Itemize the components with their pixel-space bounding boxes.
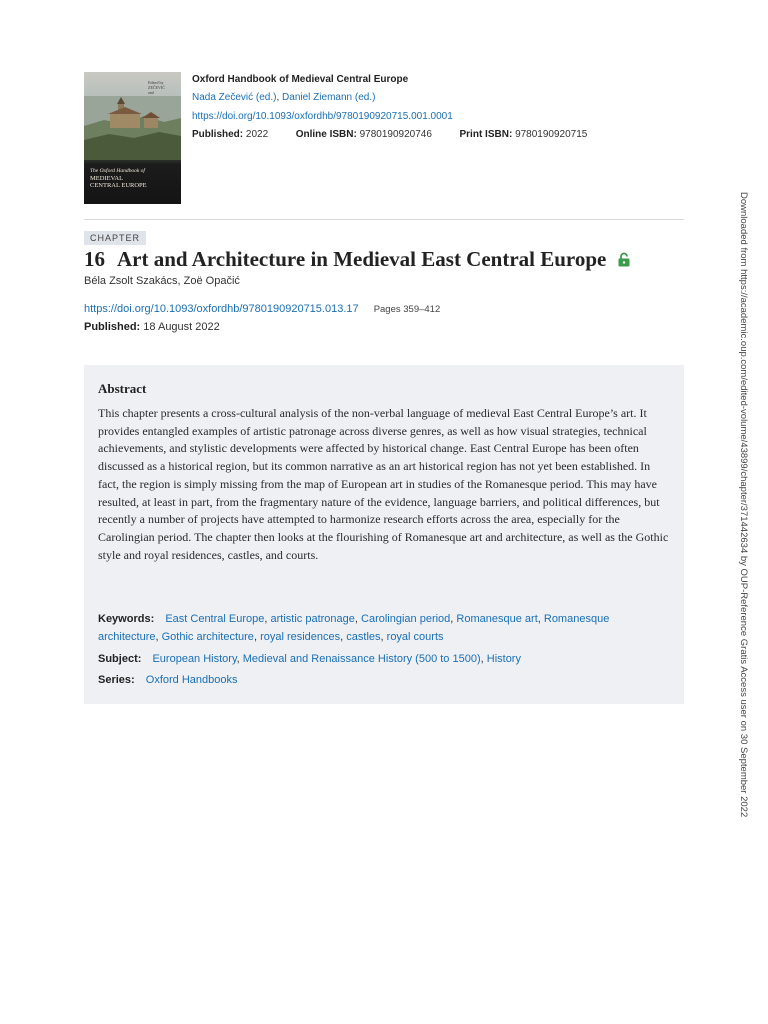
abstract-section — [84, 365, 684, 704]
keyword-link[interactable]: royal courts — [386, 631, 444, 643]
book-published-value: 2022 — [245, 129, 269, 140]
keywords-label: Keywords: — [98, 613, 155, 625]
keyword-link[interactable]: artistic patronage — [270, 613, 355, 625]
chapter-published-label: Published: — [84, 321, 141, 333]
book-publication-info — [192, 129, 692, 140]
book-header — [84, 72, 684, 206]
subject-link[interactable]: History — [486, 653, 521, 665]
editor-link[interactable]: Daniel Ziemann (ed.) — [282, 92, 376, 103]
chapter-number: 16 — [84, 247, 105, 271]
keywords-row: Keywords: East Central Europe, artistic patronage, Carolingian period, Romanesque art, Romanesque architecture, Gothic architecture, royal residences, castles, royal courts — [98, 613, 610, 643]
abstract-text: This chapter presents a cross-cultural analysis of the non-verbal language of medieval East Central Europe’s art. It provides entangled examples of artistic patronage across diverse genres, as well as how visual strategies, technical achievements, and stylistic developments were affected by historical change. East Central Europe has been often discussed as a historical region, but its common narrative as an art historical region has not yet been established. In fact, the region is simply missing from the map of European art in studies of the Romanesque period. This may have resulted, at least in part, from the fragmentary nature of the evidence, language barriers, and political differences, but recently a number of projects have attempted to harmonize research efforts across the area, especially for the Carolingian period. The chapter then looks at the flourishing of Romanesque art and architecture, as well as the Gothic style and royal residences, castles, and courts. — [98, 406, 669, 562]
chapter-pages: Pages 359–412 — [373, 304, 441, 315]
subject-row: Subject: European History, Medieval and Renaissance History (500 to 1500), History — [98, 653, 521, 665]
book-metadata — [192, 72, 692, 140]
book-doi-link[interactable]: https://doi.org/10.1093/oxfordhb/9780190920715.001.0001 — [192, 111, 453, 122]
subject-link[interactable]: European History — [152, 653, 237, 665]
series-row — [98, 671, 670, 689]
chapter-title — [84, 247, 684, 272]
series-link[interactable]: Oxford Handbooks — [145, 674, 238, 686]
cover-landscape-art — [84, 96, 181, 160]
chapter-badge: CHAPTER — [84, 231, 146, 245]
print-isbn-value: 9780190920715 — [515, 129, 588, 140]
subject-link[interactable]: Medieval and Renaissance History (500 to 1500) — [242, 653, 481, 665]
book-published-label: Published: — [192, 129, 244, 140]
online-isbn-value: 9780190920746 — [359, 129, 432, 140]
print-isbn-label: Print ISBN: — [459, 129, 513, 140]
keyword-link[interactable]: castles — [346, 631, 381, 643]
keyword-link[interactable]: Romanesque art — [456, 613, 538, 625]
keyword-link[interactable]: royal residences — [260, 631, 341, 643]
keyword-link[interactable]: Gothic architecture — [161, 631, 254, 643]
keyword-link[interactable]: East Central Europe — [165, 613, 265, 625]
download-watermark-text: Downloaded from https://academic.oup.com/edited-volume/43899/chapter/371442634 by OUP-Reference Gratis Access user on 30 September 2022 — [738, 192, 749, 818]
series-label: Series: — [98, 674, 135, 686]
online-isbn-label: Online ISBN: — [295, 129, 357, 140]
chapter-doi-line — [84, 303, 440, 315]
subject-label: Subject: — [98, 653, 142, 665]
editor-separator: , — [276, 92, 283, 103]
book-title[interactable]: Oxford Handbook of Medieval Central Europe — [192, 74, 409, 85]
keyword-link[interactable]: Romanesque architecture — [98, 613, 610, 643]
chapter-doi-link[interactable]: https://doi.org/10.1093/oxfordhb/9780190920715.013.17 — [84, 303, 359, 315]
abstract-heading: Abstract — [98, 381, 147, 396]
header-divider — [84, 219, 684, 220]
download-watermark — [737, 192, 749, 832]
book-editors — [192, 92, 692, 103]
cover-editors: Edited by ZEČEVIĆ and — [148, 80, 165, 95]
chapter-title-text: Art and Architecture in Medieval East Central Europe — [117, 247, 607, 271]
open-access-lock-icon — [618, 252, 630, 267]
cover-title: The Oxford Handbook of MEDIEVAL CENTRAL EUROPE — [90, 168, 147, 189]
chapter-published-value: 18 August 2022 — [143, 321, 220, 333]
chapter-authors: Béla Zsolt Szakács, Zoë Opačić — [84, 275, 240, 287]
keyword-link[interactable]: Carolingian period — [361, 613, 451, 625]
chapter-publication-date — [84, 321, 220, 333]
book-cover-image[interactable] — [84, 72, 181, 204]
editor-link[interactable]: Nada Zečević (ed.) — [192, 92, 277, 103]
